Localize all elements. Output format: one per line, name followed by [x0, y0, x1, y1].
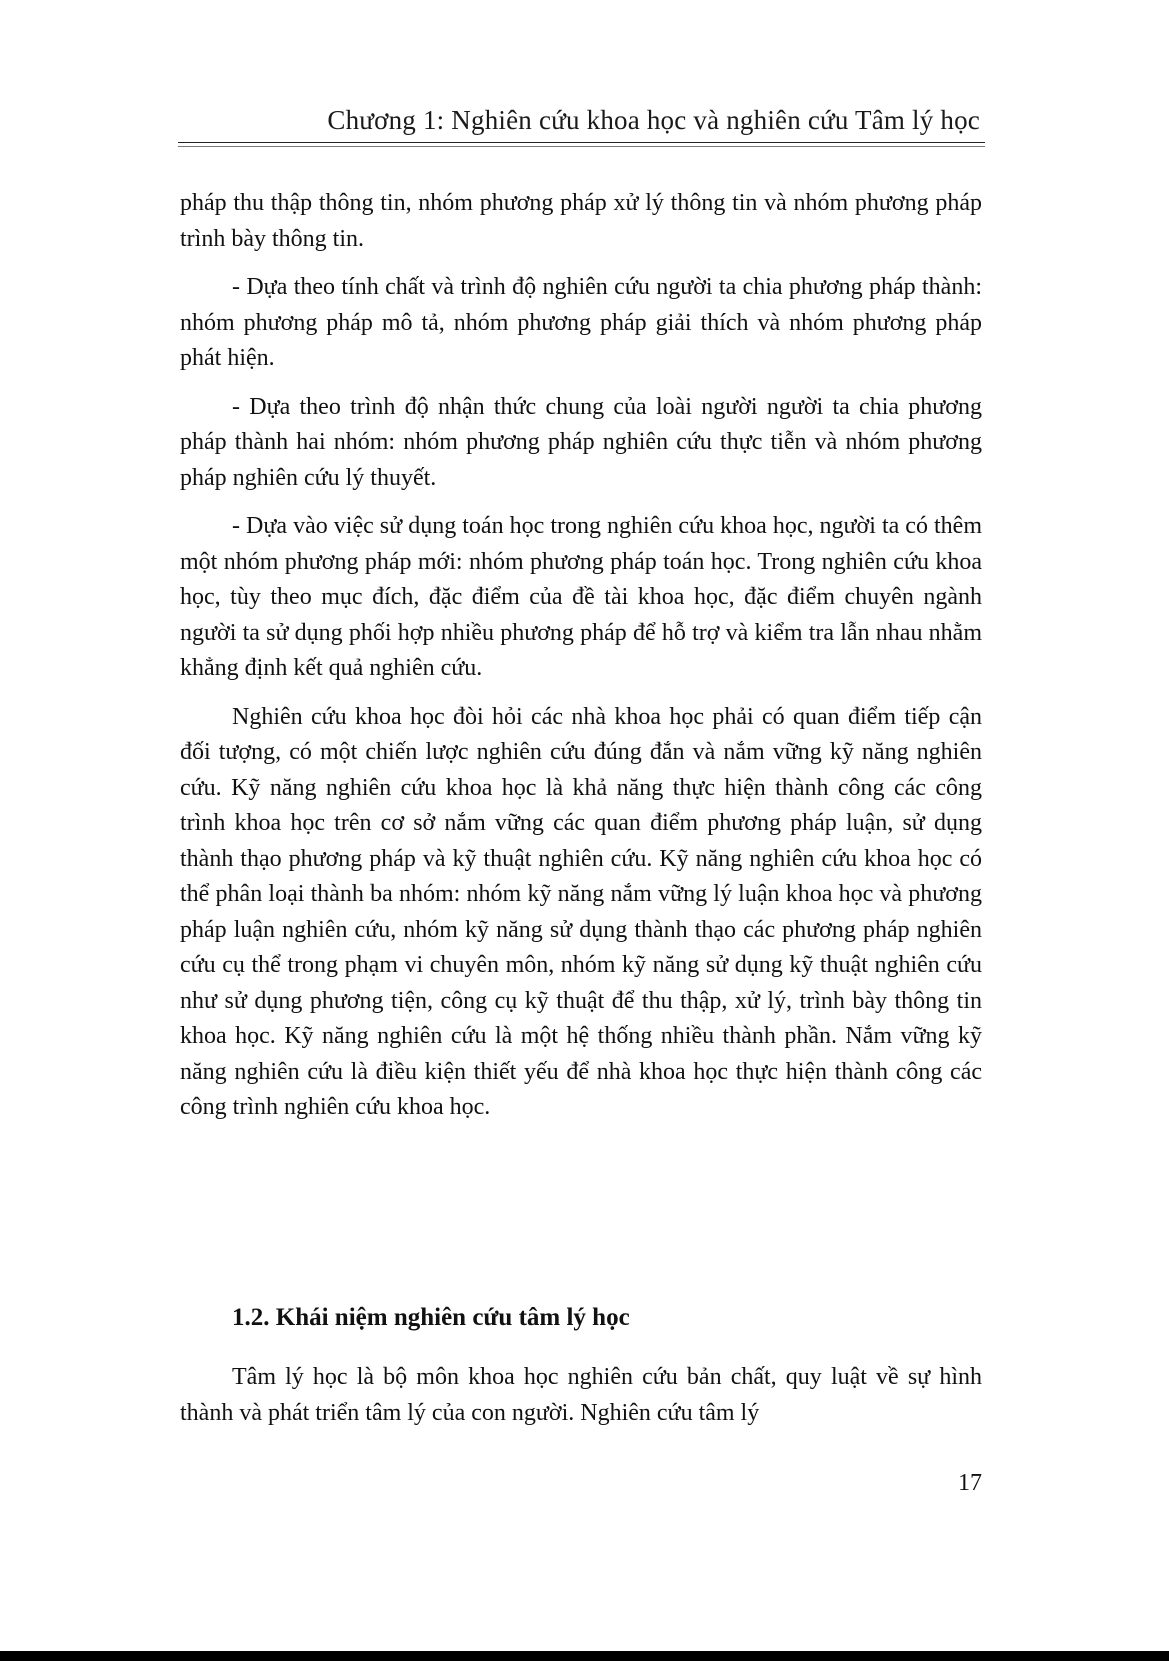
body-text	[180, 186, 982, 1139]
paragraph-research-skills: Nghiên cứu khoa học đòi hỏi các nhà khoa học phải có quan điểm tiếp cận đối tượng, có một chiến lược nghiên cứu đúng đắn và nắm vững kỹ năng nghiên cứu. Kỹ năng nghiên cứu khoa học là khả năng thực hiện thành công các công trình khoa học trên cơ sở nắm vững các quan điểm phương pháp luận, sử dụng thành thạo phương pháp và kỹ thuật nghiên cứu. Kỹ năng nghiên cứu khoa học có thể phân loại thành ba nhóm: nhóm kỹ năng nắm vững lý luận khoa học và phương pháp luận nghiên cứu, nhóm kỹ năng sử dụng thành thạo các phương pháp nghiên cứu cụ thể trong phạm vi chuyên môn, nhóm kỹ năng sử dụng kỹ thuật nghiên cứu như sử dụng phương tiện, công cụ kỹ thuật để thu thập, xử lý, trình bày thông tin khoa học. Kỹ năng nghiên cứu là một hệ thống nhiều thành phần. Nắm vững kỹ năng nghiên cứu là điều kiện thiết yếu để nhà khoa học thực hiện thành công các công trình nghiên cứu khoa học.	[180, 703, 982, 1120]
section-heading: 1.2. Khái niệm nghiên cứu tâm lý học	[232, 1304, 630, 1331]
paragraph-continuation: pháp thu thập thông tin, nhóm phương pháp xử lý thông tin và nhóm phương pháp trình bày thông tin.	[180, 190, 982, 252]
paragraph-section-intro: Tâm lý học là bộ môn khoa học nghiên cứu bản chất, quy luật về sự hình thành và phát triển tâm lý của con người. Nghiên cứu tâm lý	[180, 1364, 982, 1426]
page-number: 17	[958, 1470, 982, 1496]
scan-edge	[0, 1651, 1169, 1661]
header-rule-thin	[178, 146, 985, 147]
paragraph-classification-math: - Dựa vào việc sử dụng toán học trong nghiên cứu khoa học, người ta có thêm một nhóm phương pháp mới: nhóm phương pháp toán học. Trong nghiên cứu khoa học, tùy theo mục đích, đặc điểm của đề tài khoa học, đặc điểm chuyên ngành người ta sử dụng phối hợp nhiều phương pháp để hỗ trợ và kiểm tra lẫn nhau nhằm khẳng định kết quả nghiên cứu.	[180, 513, 982, 681]
paragraph-classification-nature: - Dựa theo tính chất và trình độ nghiên cứu người ta chia phương pháp thành: nhóm phương pháp mô tả, nhóm phương pháp giải thích và nhóm phương pháp phát hiện.	[180, 274, 982, 371]
header-rule	[178, 142, 985, 143]
paragraph-classification-cognition: - Dựa theo trình độ nhận thức chung của loài người người ta chia phương pháp thành hai nhóm: nhóm phương pháp nghiên cứu thực tiễn và nhóm phương pháp nghiên cứu lý thuyết.	[180, 393, 982, 491]
running-header: Chương 1: Nghiên cứu khoa học và nghiên cứu Tâm lý học	[327, 105, 980, 135]
